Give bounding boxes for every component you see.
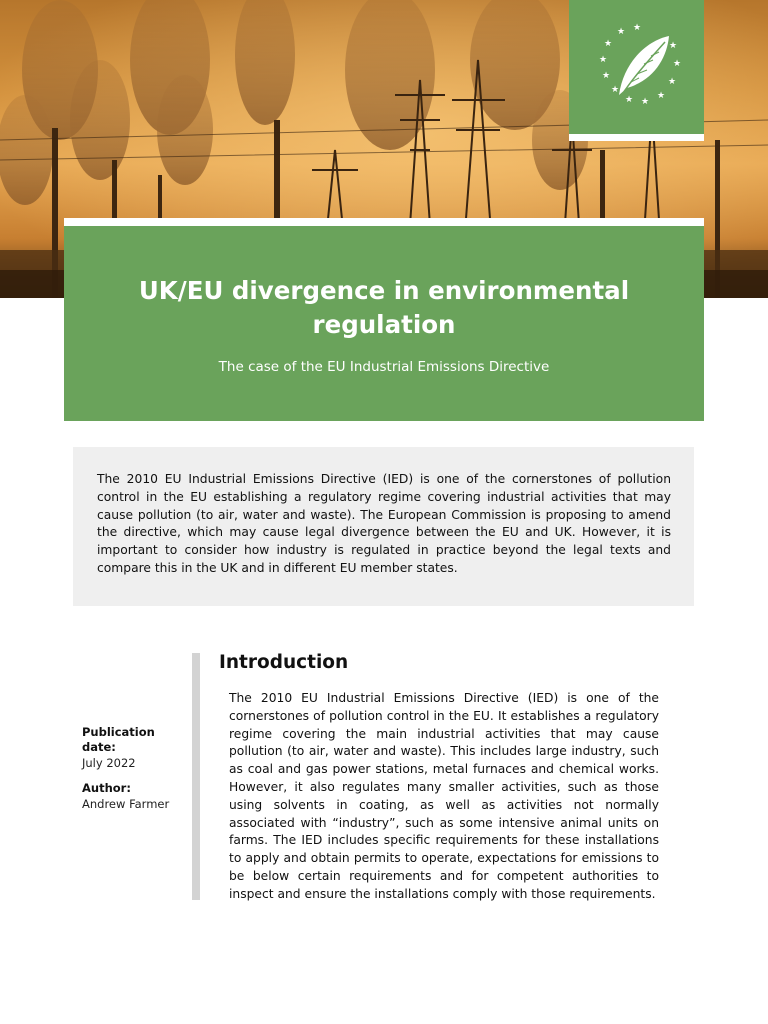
svg-text:★: ★ [672,59,682,69]
svg-text:★: ★ [598,55,608,65]
svg-text:★: ★ [632,23,642,33]
svg-text:★: ★ [601,71,611,81]
svg-text:★: ★ [616,27,626,37]
svg-text:★: ★ [640,97,650,107]
publication-date-label: Publication date: [82,725,155,754]
author-name: Andrew Farmer [82,797,170,811]
svg-text:★: ★ [610,85,620,95]
leaf-stars-icon [569,0,704,134]
author-label: Author: [82,781,131,795]
svg-text:★: ★ [656,91,666,101]
document-title: UK/EU divergence in environmental regulation [138,276,630,339]
svg-text:★: ★ [668,41,678,51]
summary-text: The 2010 EU Industrial Emissions Directive (IED) is one of the cornerstones of pollution control in the EU establishing a regulatory regime covering industrial activities that may cause pollution (to air, water and waste). The European Commission is proposing to amend the directive, which may cause legal divergence between the EU and UK. However, it is important to consider how industry is regulated in practice beyond the legal texts and compare this in the UK and in different EU member states. [97,472,671,575]
document-subtitle: The case of the EU Industrial Emissions Directive [218,359,550,375]
summary-box [73,447,694,606]
publication-meta [82,725,190,822]
introduction-body: The 2010 EU Industrial Emissions Directive (IED) is one of the cornerstones of pollution control in the EU. It establishes a regulatory regime covering the main industrial activities that may cause pollution (to air, water and waste). This includes large industry, such as coal and gas power stations, metal furnaces and chemical works. However, it also regulates many smaller activities, such as those using solvents in coating, as well as activities not normally associated with “industry”, such as some intensive animal units on farms. The IED includes specific requirements for these installations to apply and obtain permits to operate, expectations for emissions to be below certain requirements and for competent authorities to inspect and ensure the installations comply with those requirements. [229,691,659,901]
title-block [64,218,704,421]
svg-text:★: ★ [667,77,677,87]
svg-text:★: ★ [624,95,634,105]
introduction-heading: Introduction [219,652,349,673]
eu-leaf-stars-logo [569,0,704,141]
svg-text:★: ★ [603,39,613,49]
publication-date: July 2022 [82,756,136,770]
section-divider [192,653,200,900]
